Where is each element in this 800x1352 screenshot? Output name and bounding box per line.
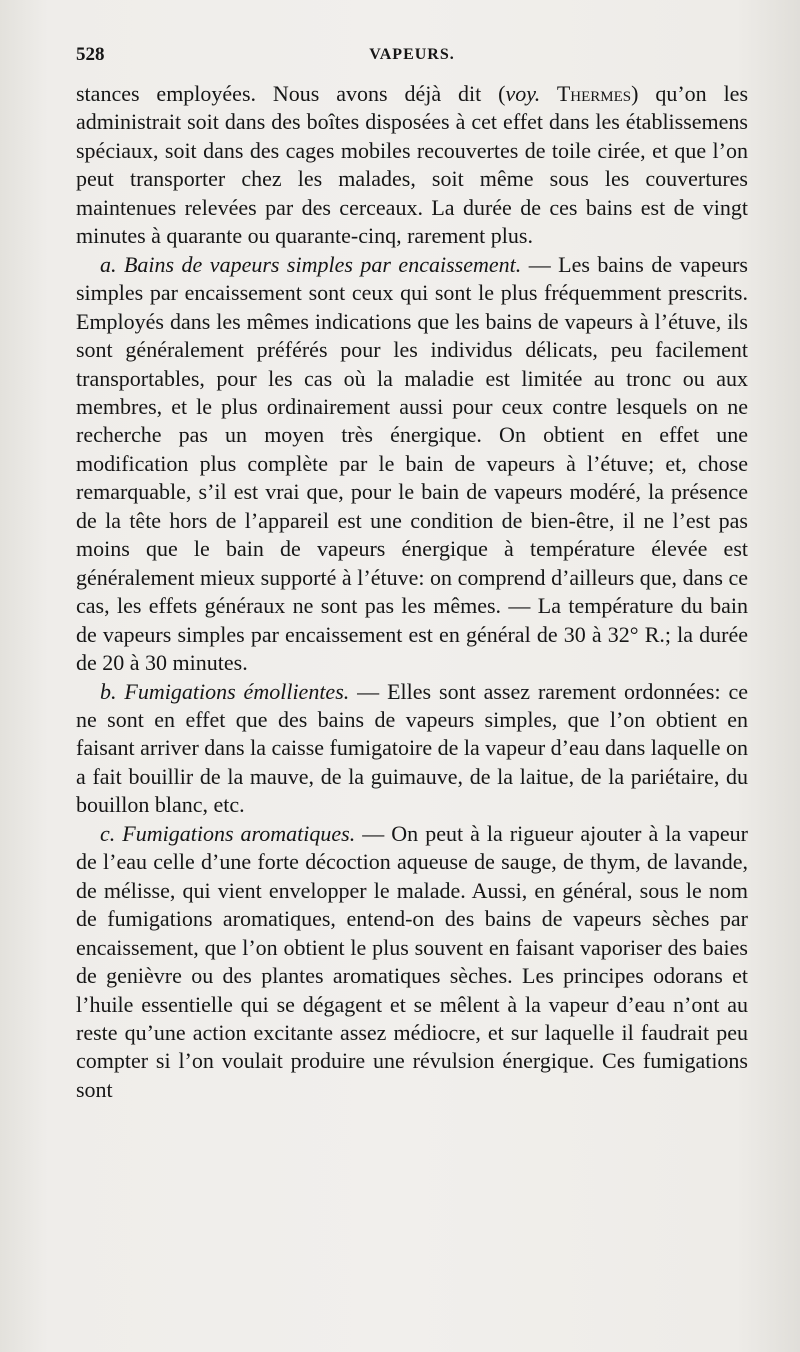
page-number: 528 xyxy=(76,44,105,65)
paragraph-text: — Les bains de vapeurs simples par encaissement sont ceux qui sont le plus fréquemment prescrits. Employés dans les mêmes indications que les bains de vapeurs à l’étuve, ils sont généralement préférés pour les individus délicats, peu facilement transportables, pour les cas où la maladie est limitée au tronc ou aux membres, et le plus ordinairement aussi pour ceux contre lesquels on ne recherche pas un moyen très énergique. On obtient en effet une modification plus complète par le bain de vapeurs à l’étuve; et, chose remarquable, s’il est vrai que, pour le bain de vapeurs modéré, la présence de la tête hors de l’appareil est une condition de bien-être, il ne l’est pas moins que le bain de vapeurs énergique à température élevée est généralement mieux supporté à l’étuve: on comprend d’ailleurs que, dans ce cas, les effets généraux ne sont pas les mêmes. — La température du bain de vapeurs simples par encaissement est en général de 30 à 32° R.; la durée de 20 à 30 minutes. xyxy=(76,251,748,676)
section-heading: a. Bains de vapeurs simples par encaissement. xyxy=(100,251,522,277)
section-heading: c. Fumigations aromatiques. xyxy=(100,820,356,846)
section-heading: b. Fumigations émollientes. xyxy=(100,678,350,704)
paragraph-text: — On peut à la rigueur ajouter à la vapeur de l’eau celle d’une forte décoction aqueuse de sauge, de thym, de lavande, de mélisse, qui vient envelopper le malade. Aussi, en général, sous le nom de fumigations aromatiques, entend-on des bains de vapeurs sèches par encaissement, que l’on obtient le plus souvent en faisant vaporiser des baies de genièvre ou des plantes aromatiques sèches. Les principes odorans et l’huile essentielle qui se dégagent et se mêlent à la vapeur d’eau n’ont au reste qu’une action excitante assez médiocre, et sur laquelle il faudrait peu compter si l’on voulait produire une révulsion énergique. Ces fumigations sont xyxy=(76,820,748,1102)
cross-reference-term: Thermes xyxy=(540,81,632,106)
paragraph-section-c xyxy=(76,820,748,1105)
paragraph-text: ) qu’on les administrait soit dans des boîtes disposées à cet effet dans les établissemens spéciaux, soit dans des cages mobiles recouvertes de toile cirée, et que l’on peut transporter chez les malades, soit même sous les couvertures maintenues relevées par des cerceaux. La durée de ces bains est de vingt minutes à quarante ou quarante-cinq, rarement plus. xyxy=(76,81,749,249)
running-title: VAPEURS. xyxy=(369,46,455,63)
paragraph-intro xyxy=(76,80,748,251)
paragraph-text: stances employées. Nous avons déjà dit ( xyxy=(76,81,506,106)
page-header xyxy=(76,44,748,76)
cross-reference-abbrev: voy. xyxy=(505,81,541,106)
paragraph-text: — Elles sont assez rarement ordonnées: ce ne sont en effet que des bains de vapeurs simples, que l’on obtient en faisant arriver dans la caisse fumigatoire de la vapeur d’eau dans laquelle on a fait bouillir de la mauve, de la guimauve, de la laitue, de la pariétaire, du bouillon blanc, etc. xyxy=(76,678,749,818)
body-text xyxy=(76,80,748,1104)
paragraph-section-a xyxy=(76,251,748,678)
paragraph-section-b xyxy=(76,678,748,820)
